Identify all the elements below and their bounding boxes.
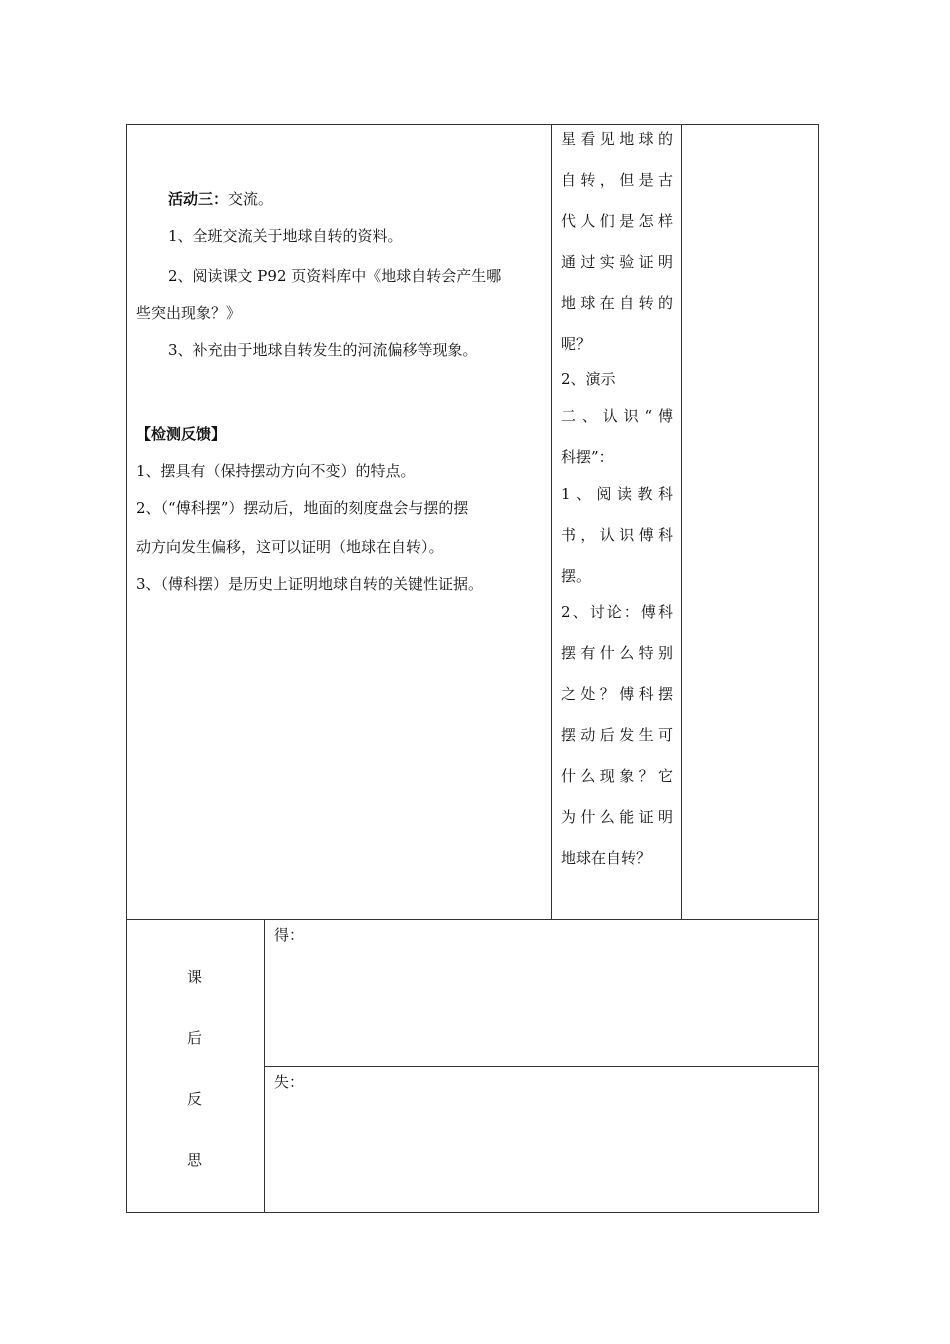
side-line: 地球在自转？	[561, 849, 652, 867]
side-line: 之处？傅科摆	[561, 685, 673, 703]
column-divider-1	[551, 124, 552, 920]
reflection-label-char: 课	[187, 968, 203, 986]
side-line: 地球在自转的	[561, 294, 673, 312]
reflection-label-char: 反	[187, 1090, 203, 1108]
side-line: 呢？	[561, 335, 592, 353]
table-border-bottom	[126, 1212, 819, 1213]
loss-label: 失：	[274, 1073, 305, 1091]
feedback-item-2-line2: 动方向发生偏移，这可以证明（地球在自转）。	[136, 538, 444, 556]
column-divider-2	[681, 124, 682, 920]
side-line: 2、讨论：傅科	[561, 603, 673, 621]
reflection-label-char: 后	[187, 1029, 203, 1047]
table-border-left	[126, 124, 127, 1213]
activity3-item-3: 3、补充由于地球自转发生的河流偏移等现象。	[168, 341, 478, 359]
feedback-item-3: 3、（傅科摆）是历史上证明地球自转的关键性证据。	[136, 575, 484, 593]
activity3-item-2-line1: 2、阅读课文 P92 页资料库中《地球自转会产生哪	[168, 267, 502, 285]
table-border-right	[818, 124, 819, 1213]
activity3-text: 交流。	[228, 190, 274, 208]
side-line: 星看见地球的	[561, 130, 673, 148]
table-border-top	[126, 124, 819, 125]
activity3-line	[168, 189, 273, 209]
side-line: 自转，但是古	[561, 171, 673, 189]
side-line: 什么现象？它	[561, 767, 673, 785]
side-line: 为什么能证明	[561, 808, 673, 826]
gain-label: 得：	[274, 926, 305, 944]
side-line: 1、阅读教科	[561, 485, 673, 503]
side-column-text	[561, 0, 673, 900]
side-line: 二、认识“傅	[561, 407, 673, 425]
side-line: 科摆”：	[561, 448, 614, 466]
activity3-item-2-line2: 些突出现象？》	[136, 304, 242, 322]
side-line: 通过实验证明	[561, 253, 673, 271]
feedback-title: 【检测反馈】	[136, 425, 227, 443]
gain-loss-divider	[264, 1066, 819, 1067]
side-line: 摆有什么特别	[561, 644, 673, 662]
side-line: 书，认识傅科	[561, 526, 673, 544]
feedback-item-1: 1、摆具有（保持摆动方向不变）的特点。	[136, 462, 416, 480]
activity3-item-1: 1、全班交流关于地球自转的资料。	[168, 227, 403, 245]
reflection-label-char: 思	[187, 1151, 203, 1169]
side-line: 摆。	[561, 567, 592, 585]
activity3-title: 活动三：	[168, 190, 229, 208]
side-line: 2、演示	[561, 370, 616, 388]
side-line: 代人们是怎样	[561, 212, 673, 230]
table-row-divider	[126, 919, 819, 920]
feedback-item-2-line1: 2、（“傅科摆”）摆动后，地面的刻度盘会与摆的摆	[136, 499, 469, 517]
side-line: 摆动后发生可	[561, 726, 673, 744]
